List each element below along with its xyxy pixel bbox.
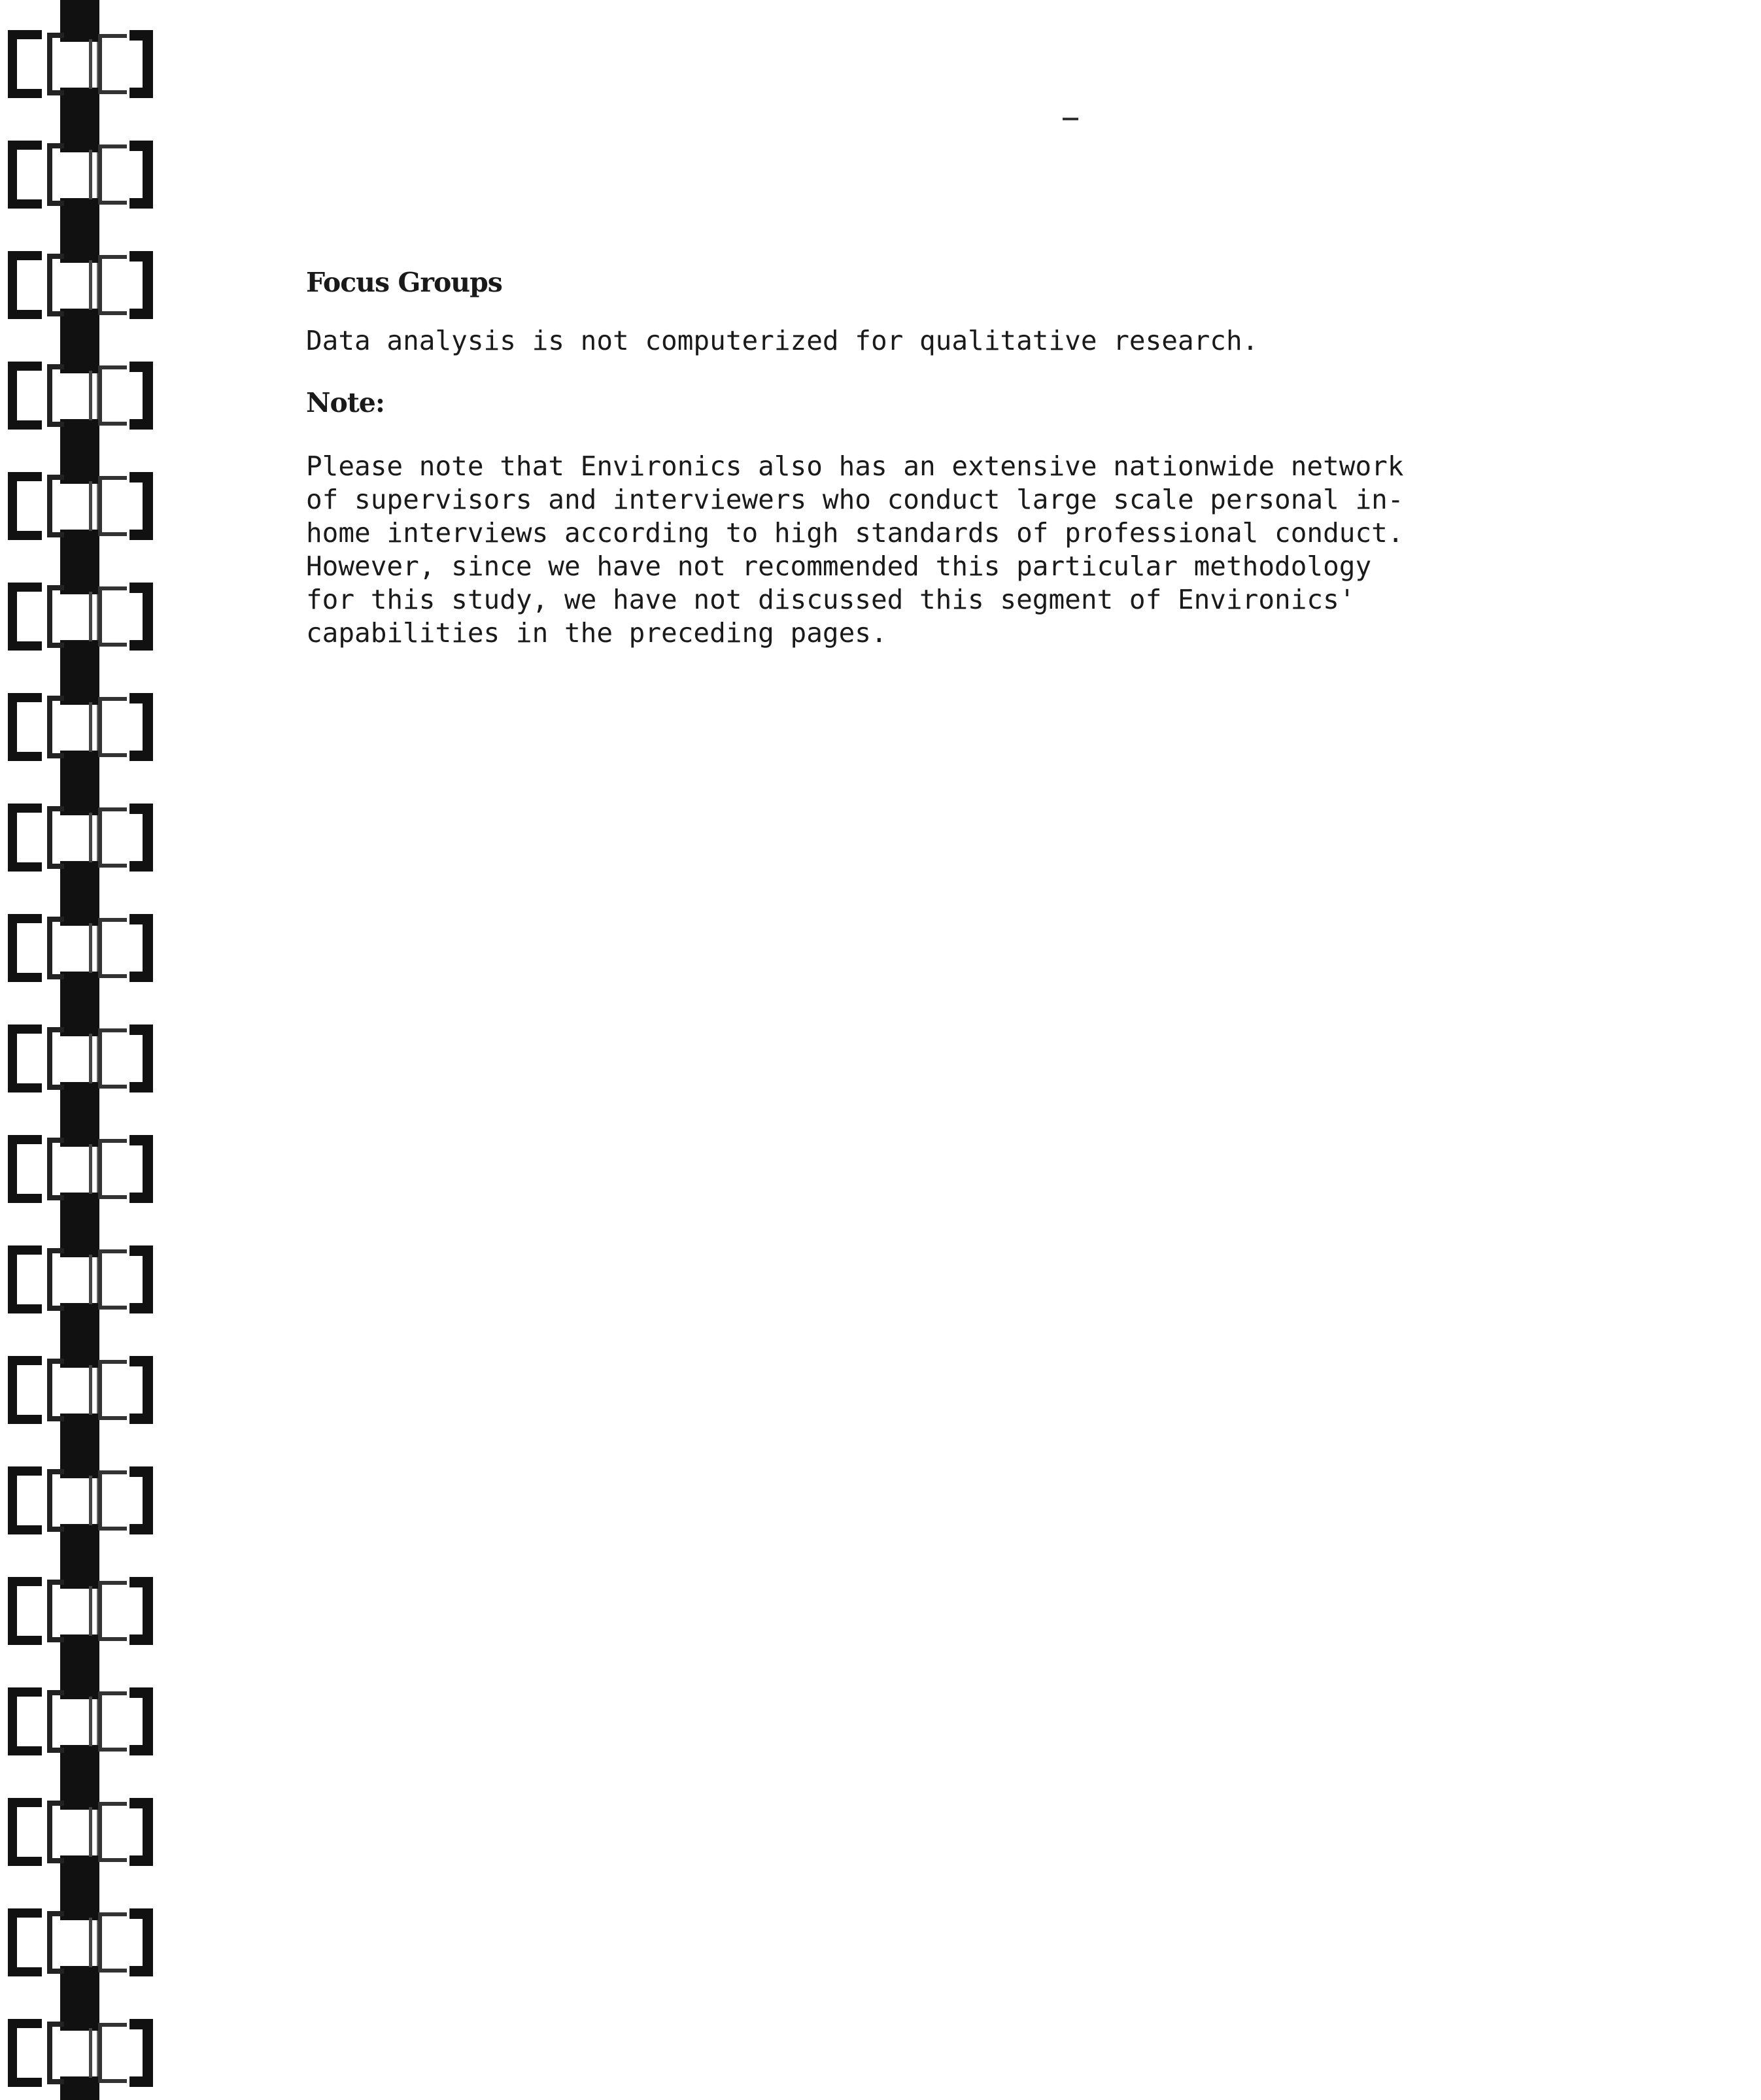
binding-ring [8,1022,158,1095]
binding-ring [8,580,158,653]
note-heading: Note: [306,387,385,418]
note-line: home interviews according to high standards of professional conduct. [306,517,1404,549]
page-content [306,262,1483,650]
binding-ring [8,248,158,322]
focus-groups-text: Data analysis is not computerized for qualitative research. [306,325,1259,356]
note-line: Please note that Environics also has an extensive nationwide network [306,450,1404,482]
stray-mark [1063,118,1078,120]
binding-ring [8,2016,158,2090]
binding-ring [8,1685,158,1758]
binding-ring [8,801,158,874]
binding-ring [8,1795,158,1869]
note-line: However, since we have not recommended this particular methodology [306,550,1372,582]
binding-ring [8,911,158,985]
note-line: for this study, we have not discussed this segment of Environics' [306,584,1356,615]
binding-ring [8,690,158,764]
binding-ring [8,1464,158,1537]
binding-ring [8,1574,158,1648]
binding-ring [8,469,158,543]
note-paragraph [306,450,1483,650]
comb-binding [0,0,183,2100]
binding-ring [8,1132,158,1206]
binding-ring [8,1243,158,1316]
binding-ring [8,1906,158,1979]
binding-ring [8,27,158,101]
focus-groups-heading: Focus Groups [306,267,502,298]
note-line: of supervisors and interviewers who conduct large scale personal in- [306,484,1404,515]
binding-ring [8,359,158,432]
binding-ring [8,1353,158,1427]
binding-ring [8,138,158,211]
note-line: capabilities in the preceding pages. [306,617,887,649]
